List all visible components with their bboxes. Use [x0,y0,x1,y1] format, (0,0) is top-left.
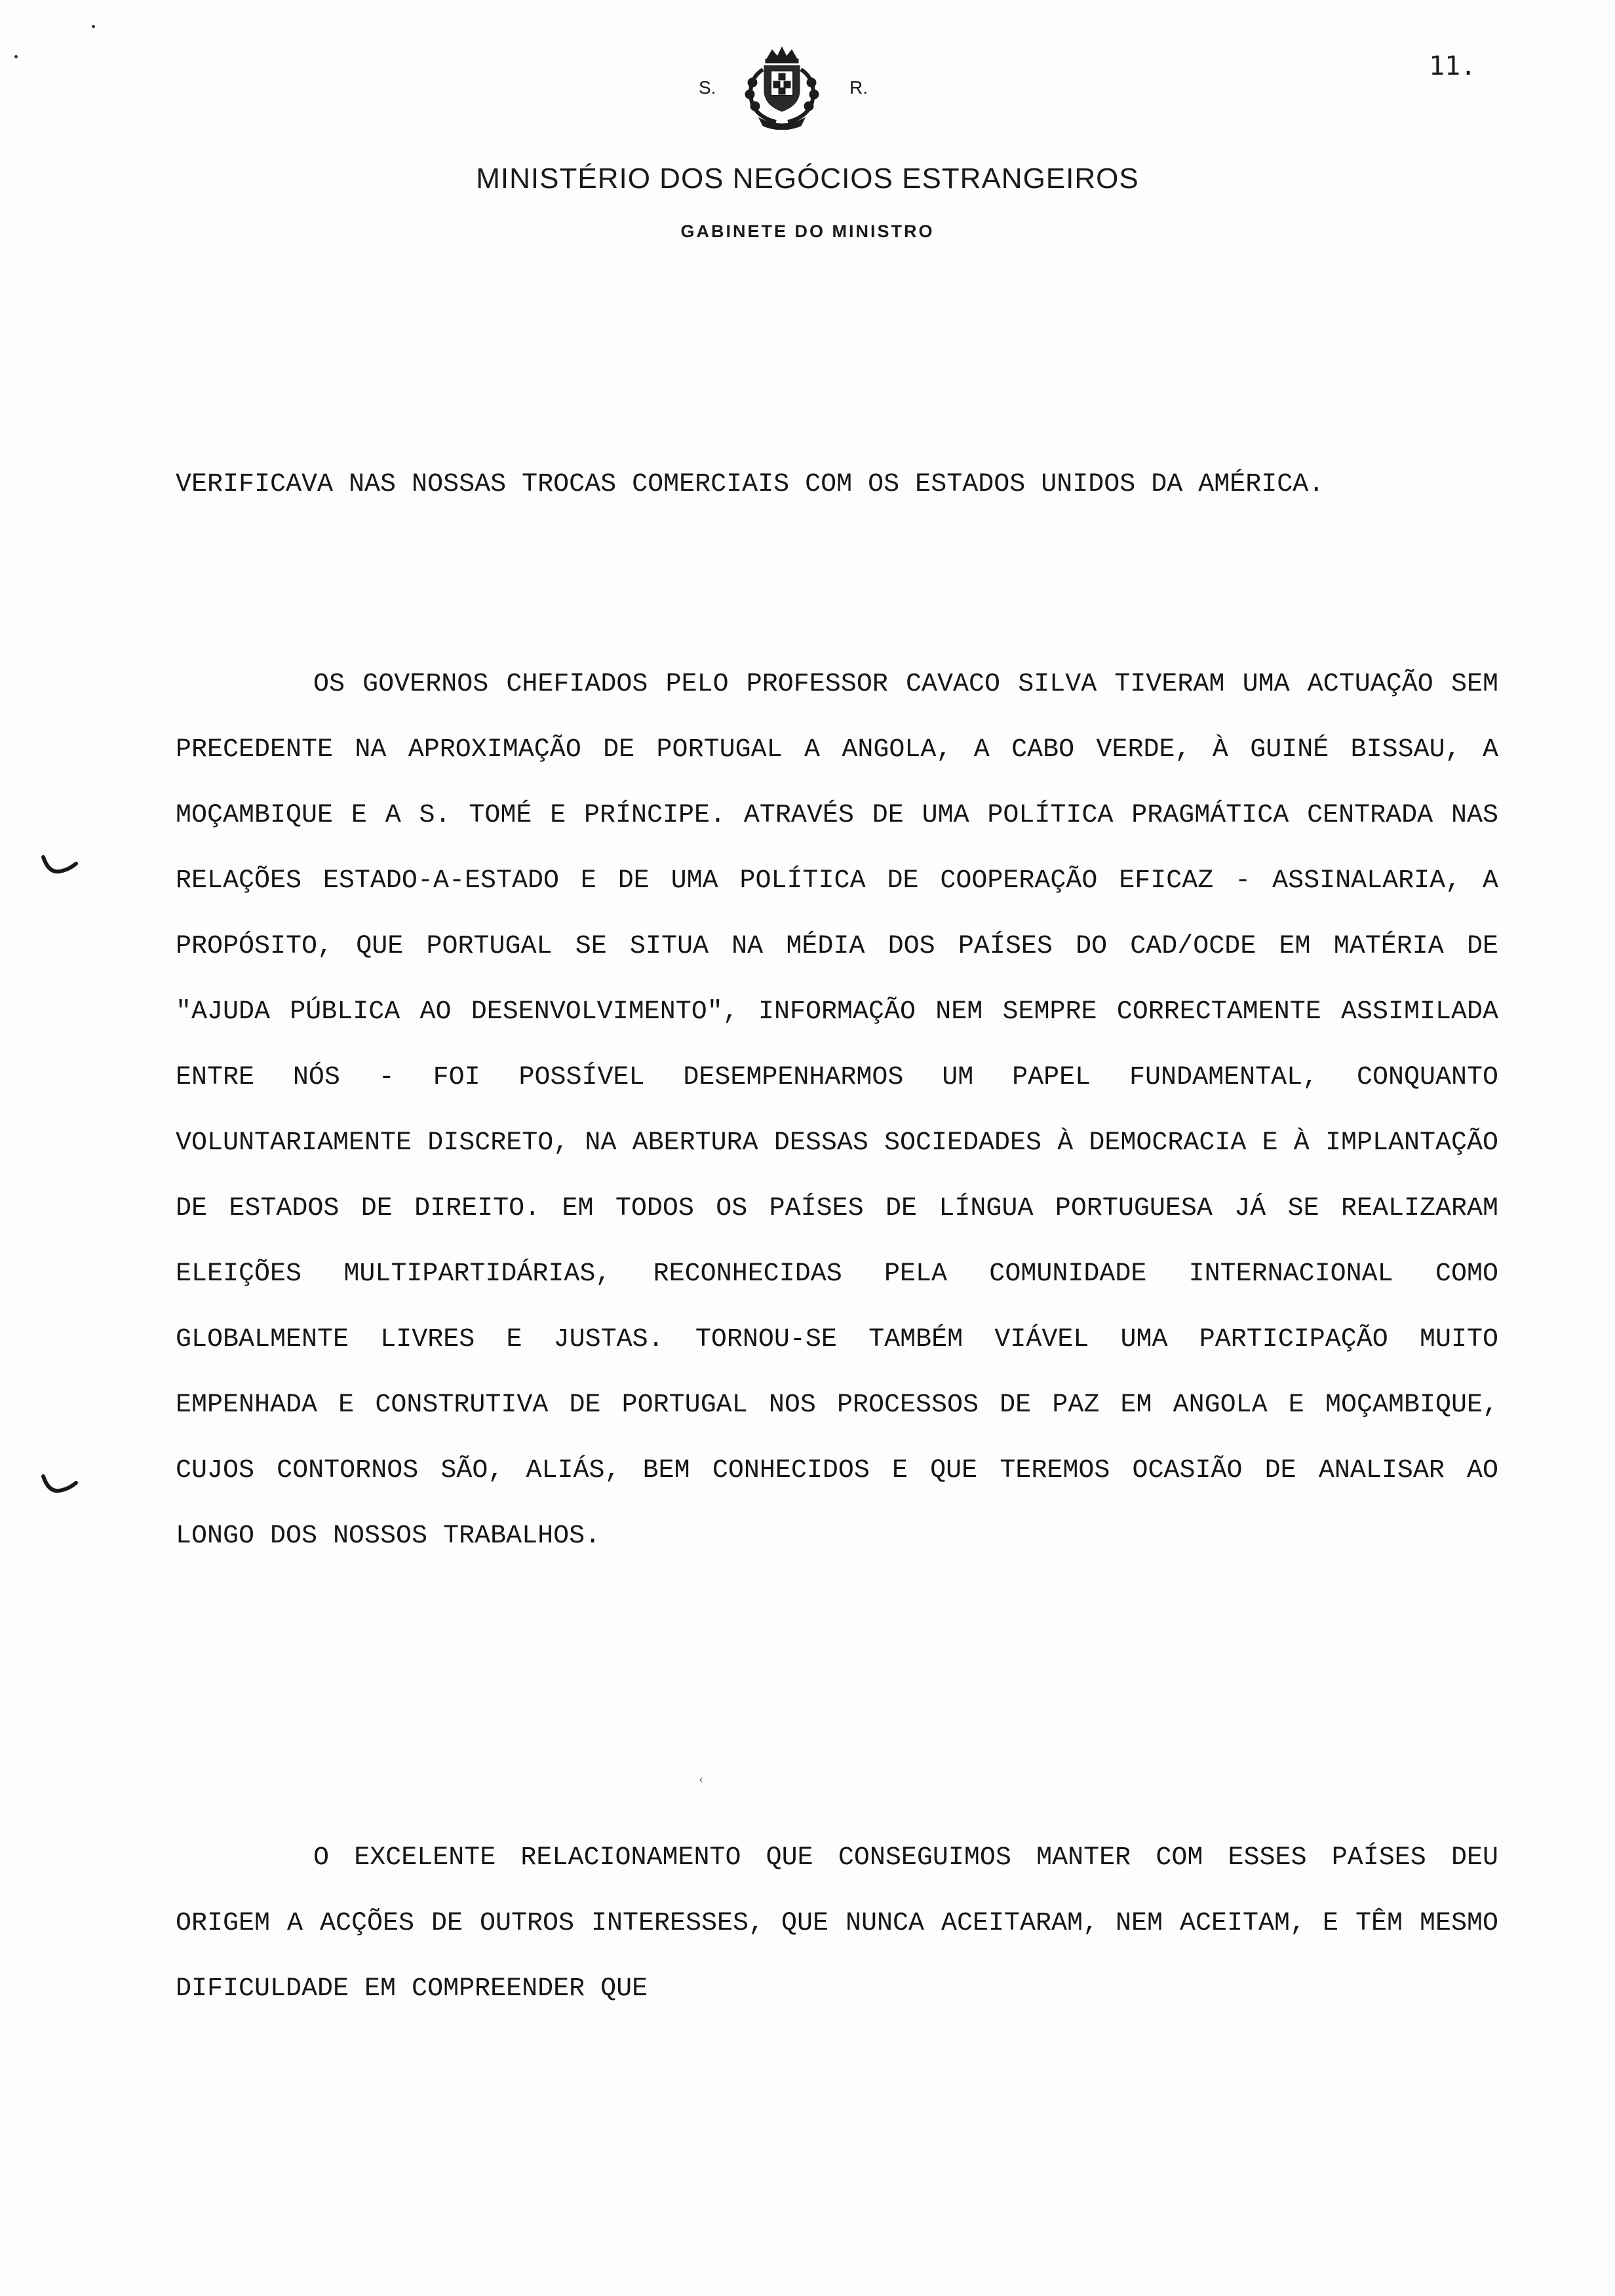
check-mark-icon [39,1471,79,1497]
seal-left-letter: S. [699,77,716,98]
page-number: 11. [1429,51,1477,81]
seal-right-letter: R. [849,77,868,98]
letterhead-seal [0,38,1615,130]
paragraph-3: O EXCELENTE RELACIONAMENTO QUE CONSEGUIMOS MANTER COM ESSES PAÍSES DEU ORIGEM A ACÇÕES DE OUTROS INTERESSES, QUE NUNCA ACEITARAM, NEM ACEITAM, E TÊM MESMO DIFICULDADE EM COMPREENDER QUE [176,1843,1498,2004]
office-subheading: GABINETE DO MINISTRO [680,221,935,241]
paragraph-2: OS GOVERNOS CHEFIADOS PELO PROFESSOR CAVACO SILVA TIVERAM UMA ACTUAÇÃO SEM PRECEDENTE NA APROXIMAÇÃO DE PORTUGAL A ANGOLA, A CABO VERDE, À GUINÉ BISSAU, A MOÇAMBIQUE E A S. TOMÉ E PRÍNCIPE. ATRAVÉS DE UMA POLÍTICA PRAGMÁTICA CENTRADA NAS RELAÇÕES ESTADO-A-ESTADO E DE UMA POLÍTICA DE COOPERAÇÃO EFICAZ - ASSINALARIA, A PROPÓSITO, QUE PORTUGAL SE SITUA NA MÉDIA DOS PAÍSES DO CAD/OCDE EM MATÉRIA DE "AJUDA PÚBLICA AO DESENVOLVIMENTO", INFORMAÇÃO NEM SEMPRE CORRECTAMENTE ASSIMILADA ENTRE NÓS - FOI POSSÍVEL DESEMPENHARMOS UM PAPEL FUNDAMENTAL, CONQUANTO VOLUNTARIAMENTE DISCRETO, NA ABERTURA DESSAS SOCIEDADES À DEMOCRACIA E À IMPLANTAÇÃO DE ESTADOS DE DIREITO. EM TODOS OS PAÍSES DE LÍNGUA PORTUGUESA JÁ SE REALIZARAM ELEIÇÕES MULTIPARTIDÁRIAS, RECONHECIDAS PELA COMUNIDADE INTERNACIONAL COMO GLOBALMENTE LIVRES E JUSTAS. TORNOU-SE TAMBÉM VIÁVEL UMA PARTICIPAÇÃO MUITO EMPENHADA E CONSTRUTIVA DE PORTUGAL NOS PROCESSOS DE PAZ EM ANGOLA E MOÇAMBIQUE, CUJOS CONTORNOS SÃO, ALIÁS, BEM CONHECIDOS E QUE TEREMOS OCASIÃO DE ANALISAR AO LONGO DOS NOSSOS TRABALHOS. [176,670,1498,1551]
check-mark-icon [39,852,79,878]
coat-of-arms-icon [733,45,831,130]
ministry-heading: MINISTÉRIO DOS NEGÓCIOS ESTRANGEIROS [476,163,1139,195]
paragraph-1: VERIFICAVA NAS NOSSAS TROCAS COMERCIAIS COM OS ESTADOS UNIDOS DA AMÉRICA. [176,470,1325,499]
scan-speck [92,25,95,28]
scan-speck: ‹ [699,1773,704,1787]
